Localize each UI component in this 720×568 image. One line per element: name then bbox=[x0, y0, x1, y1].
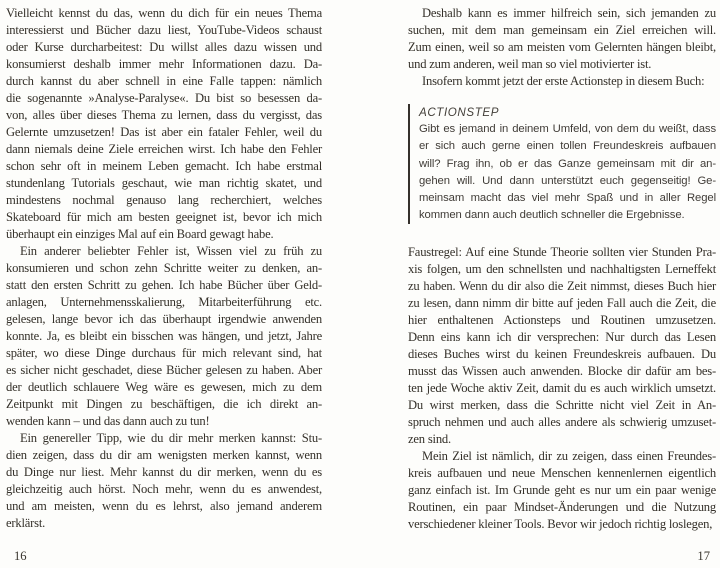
actionstep-line: er sich auch gerne einen tollen Freundeskreis aufbauen bbox=[419, 140, 716, 153]
actionstep-title: ACTIONSTEP bbox=[419, 106, 500, 119]
text-line: stundenlang Tutorials geschaut, wie man richtig skatet, und bbox=[6, 176, 322, 190]
text-line: konsumierst deshalb immer mehr Informationen dazu. Da- bbox=[6, 57, 322, 71]
text-line: Skateboard für mich am besten geeignet ist, bevor ich mich bbox=[6, 210, 322, 224]
text-line: du Dinge nur liest. Mehr kannst du dir merken, wenn du es bbox=[6, 465, 322, 479]
text-line: Mein Ziel ist nämlich, dir zu zeigen, dass einen Freundes- bbox=[422, 449, 716, 464]
actionstep-line: kommen dann auch deutlich schneller die Ergebnisse. bbox=[419, 209, 685, 222]
left-page-text-column bbox=[6, 5, 322, 532]
text-line: schon sehr oft in meinem Leben gemacht. Ich habe erstmal bbox=[6, 159, 322, 173]
text-line: die sogenannte »Analyse-Paralyse«. Du bist so besessen da- bbox=[6, 91, 322, 105]
text-line: anlagen, Unternehmensskalierung, Mitarbeiterführung etc. bbox=[6, 295, 322, 309]
text-line: suchen, mit dem man gemeinsam ein Ziel erreichen will. bbox=[408, 23, 716, 37]
text-line: es sicher nicht geschadet, diese Bücher gelesen zu haben. Aber bbox=[6, 363, 322, 377]
text-line: und am meisten, wenn du es lehrst, also jemand anderem bbox=[6, 499, 322, 513]
text-line: zu haben. Wenn du dir also die Zeit nimmst, dieses Buch hier bbox=[408, 279, 716, 294]
right-page-text-column bbox=[408, 5, 716, 533]
text-line: konnte. Ja, es bleibt ein bisschen was hängen, und jetzt, Jahre bbox=[6, 329, 322, 343]
text-line: oder Kurse durcharbeitest: Du willst alles dazu wissen und bbox=[6, 40, 322, 54]
text-line: verschiedener kleiner Tools. Bevor wir jedoch richtig loslegen, bbox=[408, 517, 713, 532]
text-line: Faustregel: Auf eine Stunde Theorie sollten vier Stunden Pra- bbox=[408, 245, 716, 260]
text-line: spruch nehmen und auch alles andere als schwierig umzuset- bbox=[408, 415, 716, 430]
text-line: zu lesen, dann nimm dir bitte auf jeden Fall auch die Zeit, die bbox=[408, 296, 716, 311]
text-line: Zum einen, weil so am meisten vom Gelernten hängen bleibt, bbox=[408, 40, 716, 54]
text-line: musst das Wissen auch anwenden. Blocke dir dafür am bes- bbox=[408, 364, 716, 379]
text-line: xis folgen, um den schnellsten und nachhaltigsten Lerneffekt bbox=[408, 262, 716, 277]
actionstep-line: Gibt es jemand in deinem Umfeld, von dem du weißt, dass bbox=[419, 123, 716, 136]
text-line: Vielleicht kennst du das, wenn du dich für ein neues Thema bbox=[6, 6, 322, 20]
text-line: später, wo diese Dinge durchaus für mich relevant sind, hat bbox=[6, 346, 322, 360]
text-line: gleichzeitig auch hörst. Noch mehr, wenn du es anwendest, bbox=[6, 482, 322, 496]
text-line: gelesen, lange bevor ich das überhaupt irgendwie anwenden bbox=[6, 312, 322, 326]
text-line: wenden kann – und das dann auch zu tun! bbox=[6, 414, 210, 428]
text-line: zen sind. bbox=[408, 432, 451, 447]
text-line: und zum anderen, weil man so viel motivierter ist. bbox=[408, 57, 652, 71]
text-line: interessierst und Bücher dazu liest, YouTube-Videos schaust bbox=[6, 23, 322, 37]
text-line: Zeitpunkt mit Dingen zu beschäftigen, die ich direkt an- bbox=[6, 397, 322, 411]
text-line: durch kannst du aber schnell in eine Falle tappen: nämlich bbox=[6, 74, 322, 88]
text-line: Du wirst merken, dass die Schritte nicht viel Zeit in An- bbox=[408, 398, 716, 413]
text-line: erklärst. bbox=[6, 516, 46, 530]
text-line: dien zeigen, dass du dir am wenigsten merken kannst, wenn bbox=[6, 448, 322, 462]
text-line: Routinen, ein paar Mindset-Änderungen und die Nutzung bbox=[408, 500, 716, 515]
text-line: der deutlich schlauere Weg wäre es gewesen, mich zu dem bbox=[6, 380, 322, 394]
page-right bbox=[408, 0, 716, 568]
text-line: konsumieren und schon zehn Schritte weiter zu denken, an- bbox=[6, 261, 322, 275]
text-line: Ein anderer beliebter Fehler ist, Wissen viel zu früh zu bbox=[20, 244, 322, 258]
text-line: Deshalb kann es immer hilfreich sein, sich jemanden zu bbox=[422, 6, 716, 20]
text-line: ten jede Woche aktiv Zeit, damit du es auch wirklich umsetzt. bbox=[408, 381, 716, 396]
actionstep-line: will? Frag ihn, ob er das Ganze gemeinsam mit dir an- bbox=[419, 157, 716, 170]
actionstep-box bbox=[408, 104, 716, 224]
text-line: hier enthaltenen Actionsteps und Routinen umzusetzen. bbox=[408, 313, 716, 328]
text-line: ganz einfach ist. Im Grunde geht es nur um ein paar wenige bbox=[408, 483, 716, 498]
text-line: überhaupt ein einziges Mal auf ein Board gewagt habe. bbox=[6, 227, 274, 241]
text-line: Ein genereller Tipp, wie du dir mehr merken kannst: Stu- bbox=[20, 431, 322, 445]
page-left bbox=[6, 0, 322, 568]
text-line: dieses Buches wirst du keinen Freundeskreis aufbauen. Du bbox=[408, 347, 716, 362]
text-line: statt den ersten Schritt zu gehen. Ich habe Bücher über Geld- bbox=[6, 278, 322, 292]
text-line: kreis aufbauen und neue Menschen kennenlernen eigentlich bbox=[408, 466, 716, 481]
text-line: Denn eins kann ich dir versprechen: Nur durch das Lesen bbox=[408, 330, 716, 345]
page-number-right: 17 bbox=[697, 549, 710, 563]
text-line: von, alles über dieses Thema zu lernen, dass du vergisst, das bbox=[6, 108, 322, 122]
actionstep-line: meinsam macht das viel mehr Spaß und in aller Regel bbox=[419, 191, 716, 204]
text-line: dann niemals deine Ziele erreichen wirst. Ich habe den Fehler bbox=[6, 142, 322, 156]
text-line: Insofern kommt jetzt der erste Actionstep in diesem Buch: bbox=[422, 74, 705, 88]
actionstep-line: gehen will. Und dann unterstützt euch gegenseitig! Ge- bbox=[419, 174, 716, 187]
page-number-left: 16 bbox=[14, 549, 27, 563]
text-line: Gelernte umzusetzen! Das ist aber ein fataler Fehler, weil du bbox=[6, 125, 322, 139]
text-line: mindestens nochmal genauso lang recherchiert, welches bbox=[6, 193, 322, 207]
